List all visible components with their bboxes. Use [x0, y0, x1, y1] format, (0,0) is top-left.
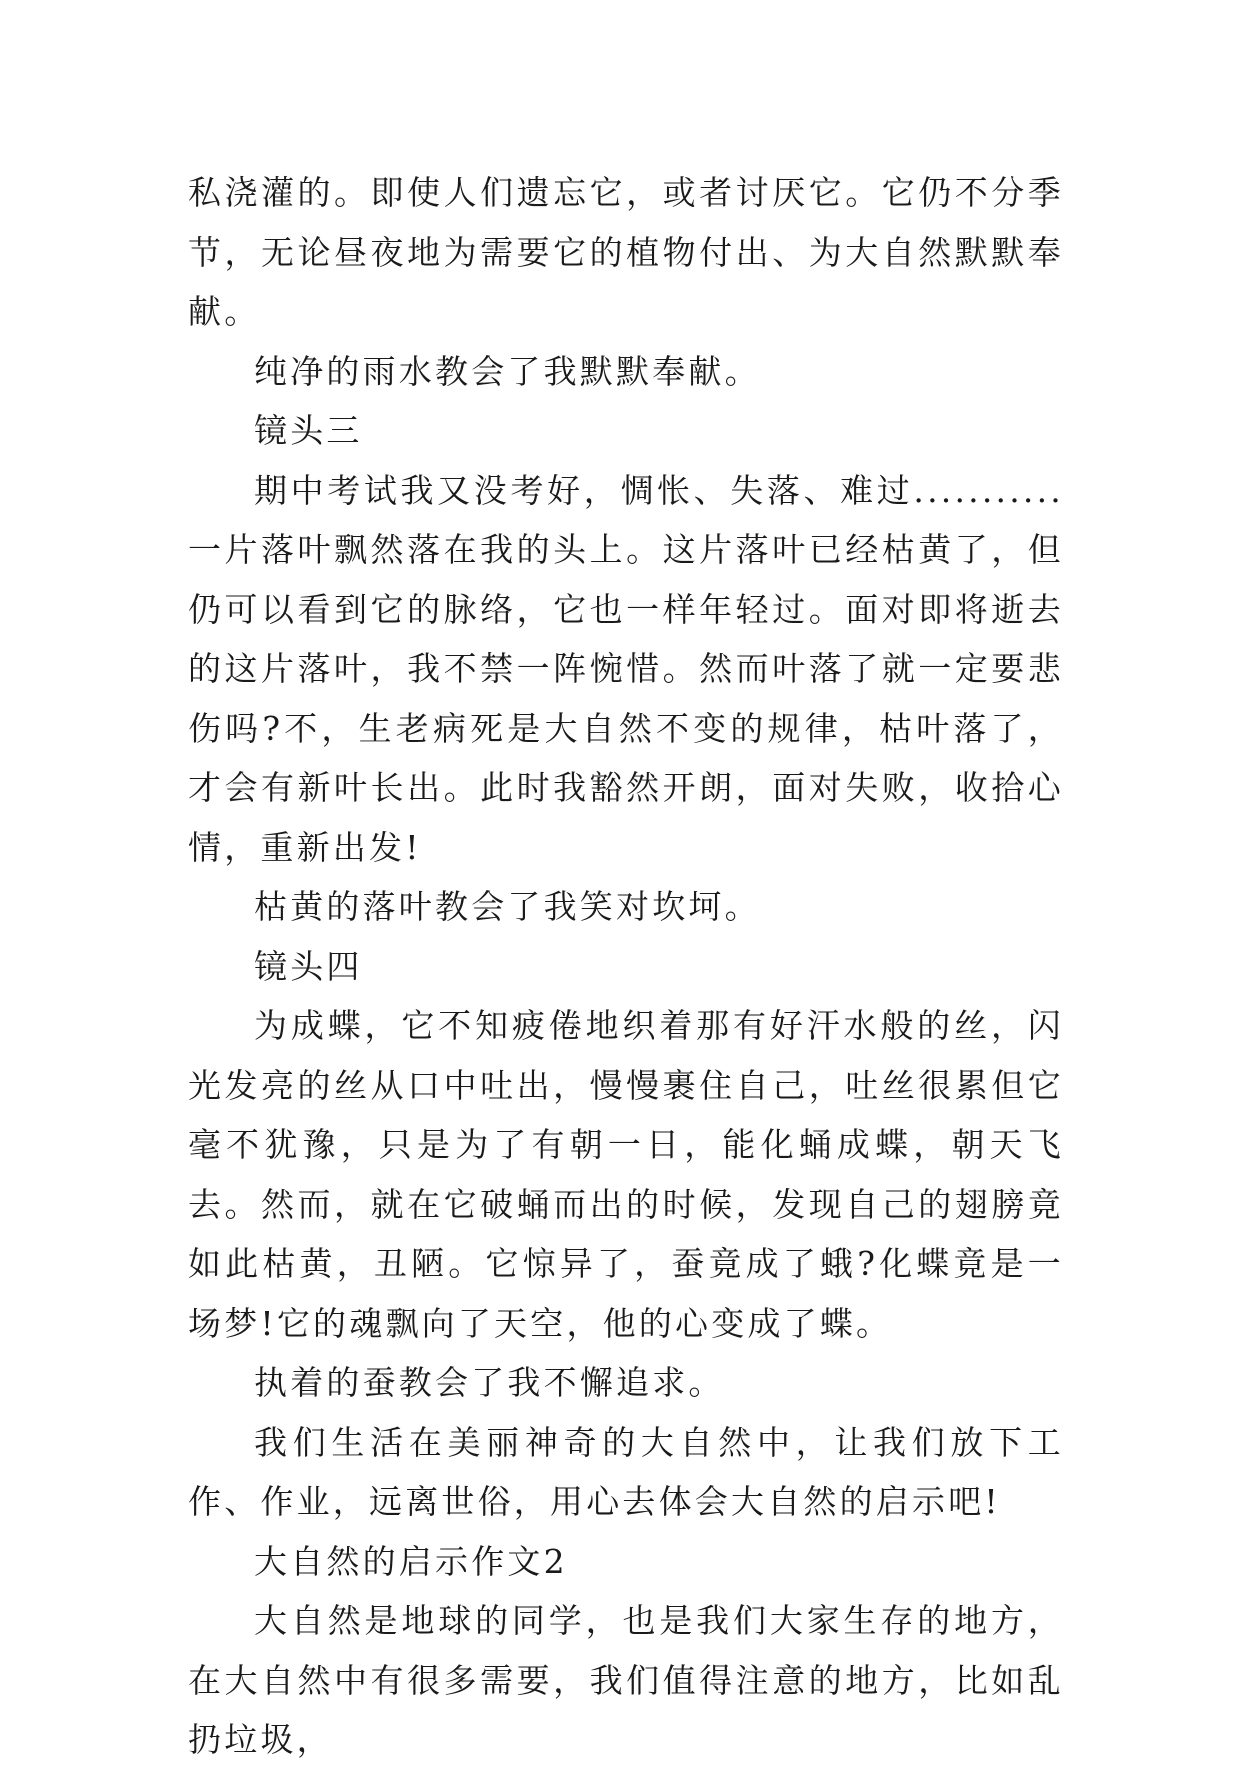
paragraph: 期中考试我又没考好，惆怅、失落、难过...........一片落叶飘然落在我的头上。这片落叶已经枯黄了，但仍可以看到它的脉络，它也一样年轻过。面对即将逝去的这片落叶，我不禁一阵惋惜。然而叶落了就一定要悲伤吗?不，生老病死是大自然不变的规律，枯叶落了，才会有新叶长出。此时我豁然开朗，面对失败，收拾心情，重新出发! [188, 470, 1064, 867]
paragraph-continuation: 私浇灌的。即使人们遗忘它，或者讨厌它。它仍不分季节，无论昼夜地为需要它的植物付出、为大自然默默奉献。 [188, 173, 1064, 331]
essay-title: 大自然的启示作文2 [254, 1541, 568, 1581]
section-heading: 镜头四 [254, 946, 363, 986]
section-heading: 镜头三 [254, 411, 363, 450]
paragraph: 枯黄的落叶教会了我笑对坎坷。 [254, 887, 761, 926]
paragraph: 我们生活在美丽神奇的大自然中，让我们放下工作、作业，远离世俗，用心去体会大自然的启示吧! [188, 1422, 1064, 1521]
paragraph: 大自然是地球的同学，也是我们大家生存的地方，在大自然中有很多需要，我们值得注意的地方，比如乱扔垃圾， [188, 1601, 1064, 1759]
paragraph: 执着的蚕教会了我不懈追求。 [254, 1363, 725, 1402]
paragraph: 为成蝶，它不知疲倦地织着那有好汗水般的丝，闪光发亮的丝从口中吐出，慢慢裹住自己，吐丝很累但它毫不犹豫，只是为了有朝一日，能化蛹成蝶，朝天飞去。然而，就在它破蛹而出的时候，发现自己的翅膀竟如此枯黄，丑陋。它惊异了，蚕竟成了蛾?化蝶竟是一场梦!它的魂飘向了天空，他的心变成了蝶。 [188, 1006, 1064, 1343]
document-body [188, 163, 1064, 1770]
paragraph: 纯净的雨水教会了我默默奉献。 [254, 351, 761, 391]
